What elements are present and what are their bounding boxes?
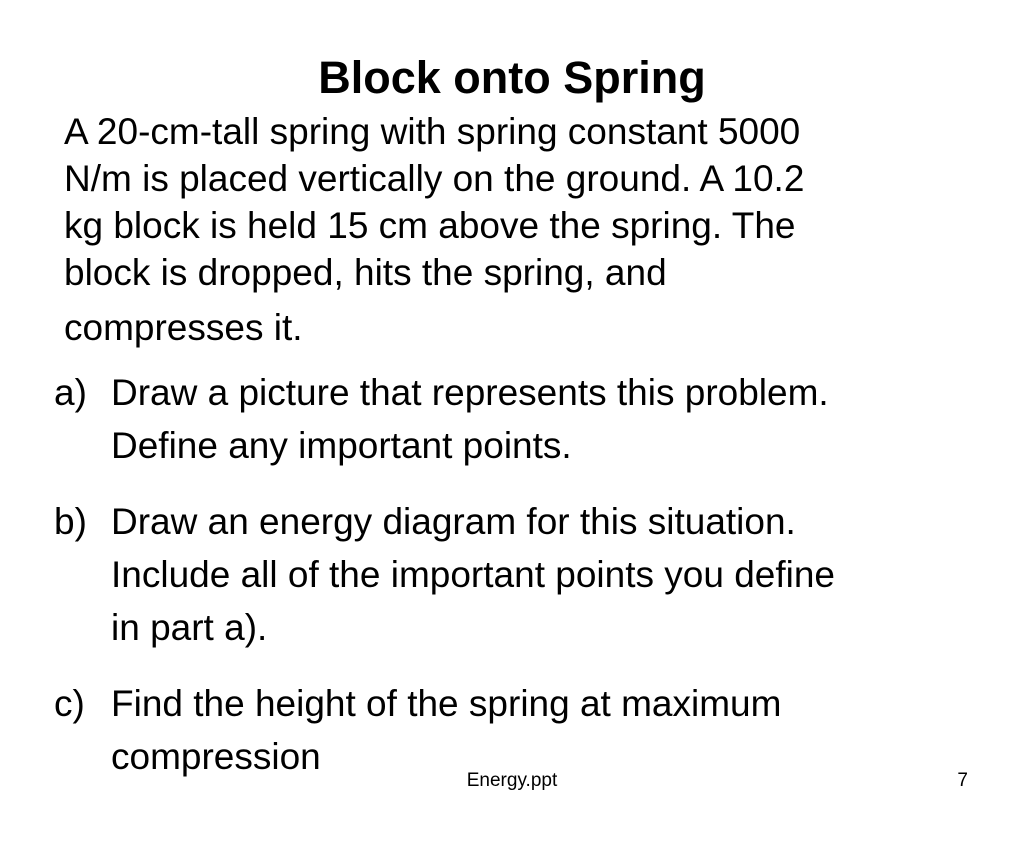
slide-title: Block onto Spring	[318, 52, 706, 103]
footer-filename: Energy.ppt	[466, 770, 558, 791]
part-marker: a)	[54, 372, 87, 413]
part-line: Draw an energy diagram for this situation.	[111, 501, 796, 542]
problem-line: block is dropped, hits the spring, and	[64, 252, 667, 293]
problem-line: kg block is held 15 cm above the spring. The	[64, 205, 796, 246]
problem-line: A 20-cm-tall spring with spring constant 5000	[64, 111, 801, 152]
part-line: compression	[111, 736, 321, 777]
part-line: Include all of the important points you define	[111, 554, 836, 595]
part-line: Draw a picture that represents this problem.	[111, 372, 829, 413]
part-line: Find the height of the spring at maximum	[111, 683, 782, 724]
part-line: Define any important points.	[111, 425, 572, 466]
part-line: in part a).	[111, 607, 268, 648]
question-parts-list	[54, 366, 1004, 783]
problem-line: N/m is placed vertically on the ground. A 10.2	[64, 158, 805, 199]
footer-page-number: 7	[957, 770, 968, 791]
question-part-c	[54, 677, 1004, 783]
question-part-b	[54, 495, 1004, 654]
problem-statement	[64, 108, 964, 351]
question-part-a	[54, 366, 1004, 472]
problem-line: compresses it.	[64, 307, 303, 348]
part-marker: c)	[54, 683, 85, 724]
part-marker: b)	[54, 501, 87, 542]
